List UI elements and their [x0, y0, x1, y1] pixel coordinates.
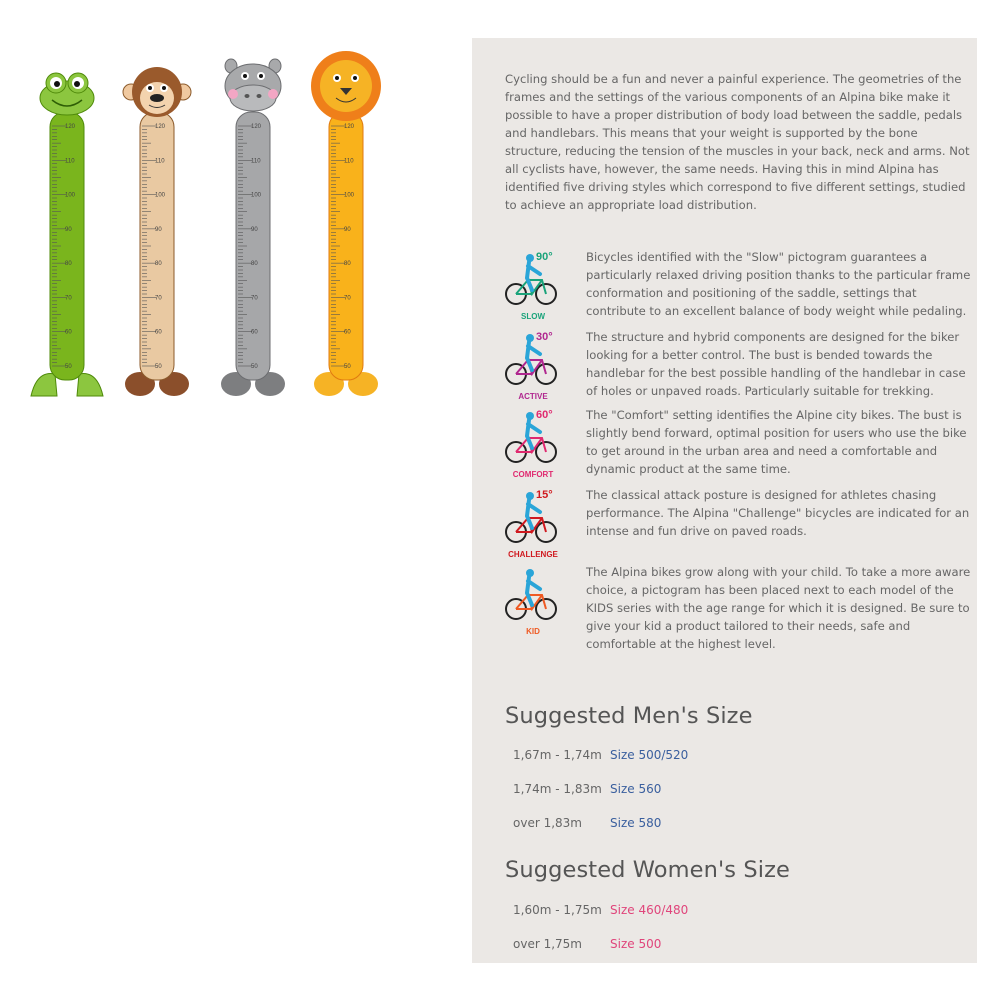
ruler-tick-label: 80 [251, 261, 258, 268]
height-range: over 1,75m [513, 937, 582, 951]
height-range: 1,74m - 1,83m [513, 782, 602, 796]
hippo-snout [230, 85, 276, 111]
height-range: 1,67m - 1,74m [513, 748, 602, 762]
angle-label: 30° [536, 331, 553, 343]
womens-size-row [513, 937, 953, 955]
style-label: KID [526, 627, 540, 636]
ruler-tick-label: 60 [155, 329, 162, 336]
ruler-tick-label: 90 [65, 226, 72, 233]
lion-pupil [353, 76, 357, 80]
style-label: COMFORT [512, 470, 554, 479]
monkey-pupil [162, 86, 166, 90]
slow-pictogram-icon [502, 248, 564, 328]
height-range: over 1,83m [513, 816, 582, 830]
hippo-chart [221, 59, 285, 396]
angle-label: 90° [536, 251, 553, 263]
comfort-pictogram-icon [502, 406, 564, 486]
style-comfort-description: The "Comfort" setting identifies the Alpine city bikes. The bust is slightly bend forward, optimal position for users who use the bike to get around in the urban area and need a comfortable and dynamic product at the same time. [586, 408, 967, 476]
ruler-tick-label: 100 [65, 192, 76, 199]
mens-size-title: Suggested Men's Size [505, 703, 753, 729]
challenge-pictogram-icon [502, 486, 564, 566]
ruler-tick-label: 70 [65, 295, 72, 302]
riding-styles-panel [472, 38, 977, 963]
size-link[interactable]: Size 500 [610, 937, 662, 951]
ruler-tick-label: 100 [344, 192, 355, 199]
frog-foot-right [77, 373, 103, 396]
style-challenge-description: The classical attack posture is designed for athletes chasing performance. The Alpina "Challenge" bicycles are indicated for an intense and fun drive on paved roads. [586, 488, 970, 538]
hippo-pupil [259, 74, 263, 78]
ruler-tick-label: 120 [344, 124, 355, 130]
ruler-tick-label: 110 [65, 158, 75, 165]
ruler-tick-label: 90 [344, 226, 351, 233]
ruler-tick-label: 50 [344, 364, 351, 370]
style-label: ACTIVE [518, 392, 548, 401]
style-active-description: The structure and hybrid components are designed for the biker looking for a better control. The bust is bended towards the handlebar for the best possible handling of the handlebar in case of holes or unpaved roads. Particularly suitable for trekking. [586, 330, 966, 398]
ruler-tick-label: 60 [251, 329, 258, 336]
ruler-tick-label: 60 [65, 329, 72, 336]
style-kid-description: The Alpina bikes grow along with your child. To take a more aware choice, a pictogram has been placed next to each model of the KIDS series with the age range for which it is designed. Be sure to give your kid a product tailored to their needs, safe and comfortable at the highest level. [586, 565, 971, 651]
ruler-tick-label: 80 [65, 261, 72, 268]
angle-label: 60° [536, 409, 553, 421]
ruler-tick-label: 70 [251, 295, 258, 302]
size-link[interactable]: Size 560 [610, 782, 662, 796]
style-label: CHALLENGE [508, 550, 558, 559]
ruler-tick-label: 120 [251, 124, 262, 130]
lion-chart [311, 51, 381, 396]
height-charts-svg [0, 0, 420, 420]
ruler-tick-label: 120 [65, 124, 76, 130]
ruler-tick-label: 50 [251, 364, 258, 370]
hippo-nostril [245, 94, 250, 98]
frog-pupil [54, 81, 60, 87]
hippo-cheek [268, 89, 278, 99]
ruler-tick-label: 60 [344, 329, 351, 336]
frog-chart [31, 73, 103, 396]
ruler-tick-label: 50 [155, 364, 162, 370]
mens-size-row [513, 816, 953, 834]
ruler-tick-label: 90 [251, 226, 258, 233]
frog-pupil [74, 81, 80, 87]
ruler-tick-label: 110 [344, 158, 354, 165]
ruler-tick-label: 100 [251, 192, 262, 199]
ruler-tick-label: 110 [251, 158, 261, 165]
size-link[interactable]: Size 500/520 [610, 748, 689, 762]
ruler-tick-label: 70 [344, 295, 351, 302]
monkey-nose [150, 94, 164, 102]
monkey-pupil [148, 86, 152, 90]
ruler-tick-label: 120 [155, 124, 166, 130]
hippo-pupil [243, 74, 247, 78]
active-pictogram-icon [502, 328, 564, 408]
ruler-tick-label: 70 [155, 295, 162, 302]
size-link[interactable]: Size 460/480 [610, 903, 689, 917]
womens-size-title: Suggested Women's Size [505, 857, 790, 883]
kid-pictogram-icon [502, 563, 564, 643]
mens-size-row [513, 748, 953, 766]
lion-face [320, 60, 372, 112]
hippo-cheek [228, 89, 238, 99]
ruler-tick-label: 90 [155, 226, 162, 233]
height-charts-illustration [0, 0, 420, 420]
style-label: SLOW [521, 312, 545, 321]
size-link[interactable]: Size 580 [610, 816, 662, 830]
hippo-nostril [257, 94, 262, 98]
monkey-chart [123, 67, 191, 396]
womens-size-row [513, 903, 953, 921]
frog-foot-left [31, 373, 57, 396]
angle-label: 15° [536, 489, 553, 501]
intro-paragraph: Cycling should be a fun and never a painful experience. The geometries of the frames and the settings of the various components of an Alpina bike make it possible to have a proper distribution of body load between the saddle, pedals and handlebars. This means that your weight is supported by the bone structure, reducing the tension of the muscles in your back, neck and arms. Not all cyclists have, however, the same needs. Having this in mind Alpina has identified five driving styles which correspond to five different settings, studied to achieve an appropriate load distribution. [505, 72, 970, 212]
style-slow-description: Bicycles identified with the "Slow" pictogram guarantees a particularly relaxed driving position thanks to the particular frame conformation and positioning of the saddle, settings that contribute to an excellent balance of body weight while pedaling. [586, 250, 971, 318]
ruler-tick-label: 100 [155, 192, 166, 199]
ruler-tick-label: 50 [65, 364, 72, 370]
height-range: 1,60m - 1,75m [513, 903, 602, 917]
ruler-tick-label: 110 [155, 158, 165, 165]
ruler-tick-label: 80 [155, 261, 162, 268]
lion-pupil [335, 76, 339, 80]
ruler-tick-label: 80 [344, 261, 351, 268]
mens-size-row [513, 782, 953, 800]
